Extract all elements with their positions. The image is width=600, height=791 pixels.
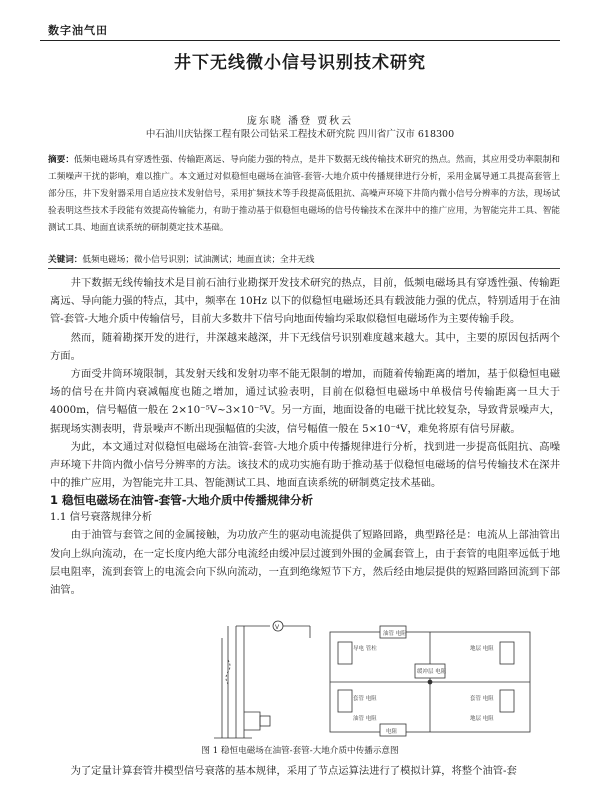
- label-formation-resistance-bottom: 地层 电阻: [470, 716, 494, 722]
- label-casing-resistance-right: 套管 电阻: [470, 696, 494, 702]
- keywords: [48, 253, 560, 267]
- header-rule: [40, 40, 560, 41]
- keywords-text: 低频电磁场；微小信号识别；试油测试；地面直读；全井无线: [82, 255, 315, 265]
- keywords-label: 关键词：: [48, 255, 83, 265]
- body-paragraph-5: 由于油管与套管之间的金属接触，为功放产生的驱动电流提供了短路回路，典型路径是：电流从上部油管出发向上纵向流动，在一定长度内绝大部分电流经由缓冲层过渡到外围的金属套管上，由于套管的电阻率远低于地层电阻率，流到套管上的电流会向下纵向流动，一直到绝缘短节下方，然后经由地层提供的短路回路回流到下部油管。: [50, 529, 560, 597]
- journal-name: 数字油气田: [48, 24, 108, 37]
- subsection-heading-1-1: 1.1 信号衰落规律分析: [50, 511, 153, 524]
- body-text: [50, 274, 560, 599]
- figure-1-caption: 图 1 稳恒电磁场在油管-套管-大地介质中传播示意图: [201, 746, 399, 756]
- label-tubing-resistance: 油管 电阻: [383, 631, 407, 637]
- abstract: [48, 152, 560, 237]
- label-bottom-resistance: 电阻: [386, 729, 398, 735]
- section-heading-1: 1 稳恒电磁场在油管-套管-大地介质中传播规律分析: [50, 493, 314, 508]
- paper-title: 井下无线微小信号识别技术研究: [174, 53, 426, 73]
- body-paragraph-2: 然而，随着勘探开发的进行，井深越来越深，井下无线信号识别难度越来越大。其中，主要的原因包括两个方面。: [50, 331, 560, 362]
- abstract-text: 低频电磁场具有穿透性强、传输距离远、导向能力强的特点，是井下数据无线传输技术研究的热点。然而，其应用受功率限制和工频噪声干扰的影响，难以推广。本文通过对似稳恒电磁场在油管-套管-大地介质中传播规律进行分析，采用金属导通工具提高套管上部分压，井下发射器采用自适应技术发射信号，采用扩频技术等手段提高低阻抗、高噪声环境下井筒内微小信号分辨率的方法，现场试验表明这些技术手段能有效提高传输能力，有助于推动基于似稳恒电磁场的信号传输技术在深井中的推广应用，为智能完井工具、智能测试工具、地面直读系统的研制奠定技术基础。: [48, 155, 560, 233]
- paper-authors: 庞东晓 潘登 贾秋云: [246, 116, 354, 127]
- label-buffer-resistance: 缓冲层 电阻: [417, 669, 447, 675]
- label-casing-resistance-left: 套管 电阻: [353, 696, 377, 702]
- body-paragraph-1: 井下数据无线传输技术是目前石油行业勘探开发技术研究的热点，目前，低频电磁场具有穿透性强、传输距离远、导向能力强的特点，其中，频率在 10Hz 以下的似稳恒电磁场还具有载波能力强的优点，特别适用于在油管-套管-大地介质中传输信号，目前大多数井下信号向地面传输均采取似稳恒电磁场作为主要传输手段。: [50, 277, 560, 326]
- keywords-rule: [48, 268, 560, 269]
- body-continuation: [50, 762, 560, 780]
- well-schematic: [214, 621, 310, 738]
- abstract-label: 摘要：: [48, 155, 75, 165]
- body-paragraph-4: 为此，本文通过对似稳恒电磁场在油管-套管-大地介质中传播规律进行分析，找到进一步提高低阻抗、高噪声环境下井筒内微小信号分辨率的方法。该技术的成功实施有助于推动基于似稳恒电磁场的信号传输技术在深井中的推广应用，为智能完井工具、智能测试工具、地面直读系统的研制奠定技术基础。: [50, 440, 560, 490]
- figure-1-diagram: [200, 620, 540, 742]
- body-paragraph-6: 为了定量计算套管井模型信号衰落的基本规律，采用了节点运算法进行了模拟计算，将整个油管-套: [70, 765, 517, 777]
- paper-affiliation: 中石油川庆钻探工程有限公司钻采工程技术研究院 四川省广汉市 618300: [145, 129, 455, 140]
- label-formation-resistance-top: 地层 电阻: [470, 646, 494, 652]
- label-tubing-resistance-bottom: 油管 电阻: [353, 716, 377, 722]
- body-paragraph-3: 方面受井筒环境限制，其发射天线和发射功率不能无限制的增加，而随着传输距离的增加，基于似稳恒电磁场的信号在井筒内衰减幅度也随之增加，通过试验表明，目前在似稳恒电磁场中单极信号传输距离一旦大于 4000m，信号幅值一般在 2×10⁻⁵V~3×10⁻⁵V。另一方面，地面设备的电磁干扰比较复杂，导致背景噪声大，据现场实测表明，背景噪声不断出现强幅值的尖波，信号幅值一般在 5×10⁻⁴V，难免将原有信号屏蔽。: [50, 368, 560, 435]
- voltmeter-label: V: [275, 624, 280, 631]
- label-conductive-string: 导电 管柱: [353, 646, 377, 652]
